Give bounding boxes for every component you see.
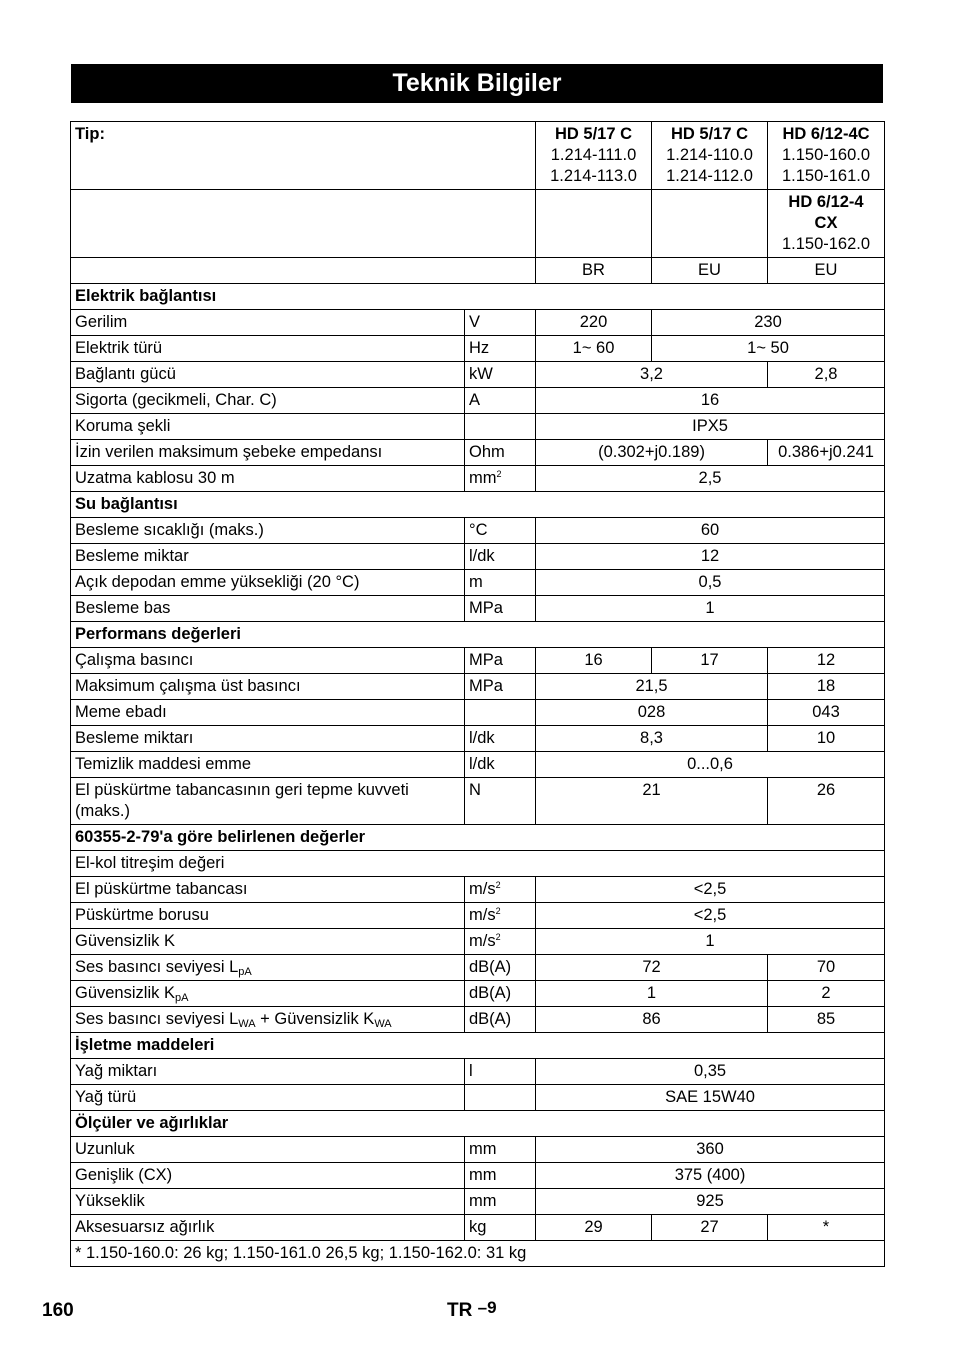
section-header: Su bağlantısı bbox=[71, 492, 885, 518]
page-number: 160 bbox=[42, 1300, 74, 1321]
header-row-extra-model bbox=[71, 190, 885, 258]
table-row: Meme ebadı 028 043 bbox=[71, 700, 885, 726]
footnote-row bbox=[71, 1241, 885, 1267]
table-row: Gerilim V 220 230 bbox=[71, 310, 885, 336]
table-row: Besleme sıcaklığı (maks.) °C 60 bbox=[71, 518, 885, 544]
table-row: Maksimum çalışma üst basıncı MPa 21,5 18 bbox=[71, 674, 885, 700]
header-row-models bbox=[71, 122, 885, 190]
table-row: Uzatma kablosu 30 m $mm^2$ 2,5 bbox=[71, 466, 885, 492]
table-row: Püskürtme borusu $m/s^2$ <2,5 bbox=[71, 903, 885, 929]
table-row: Aksesuarsız ağırlık kg 29 27 * bbox=[71, 1215, 885, 1241]
model-2: HD 5/17 C 1.214-110.0 1.214-112.0 bbox=[652, 122, 768, 190]
table-row: Koruma şekli IPX5 bbox=[71, 414, 885, 440]
table-row: Ses basıncı seviyesi $L_{pA}$ dB(A) 72 70 bbox=[71, 955, 885, 981]
table-row: Güvensizlik $K_{pA}$ dB(A) 1 2 bbox=[71, 981, 885, 1007]
table-row: Yağ türü SAE 15W40 bbox=[71, 1085, 885, 1111]
table-row: Yağ miktarı l 0,35 bbox=[71, 1059, 885, 1085]
table-row: Sigorta (gecikmeli, Char. C) A 16 bbox=[71, 388, 885, 414]
table-row: El püskürtme tabancası $m/s^2$ <2,5 bbox=[71, 877, 885, 903]
model-3: HD 6/12-4C 1.150-160.0 1.150-161.0 bbox=[768, 122, 885, 190]
table-row: Temizlik maddesi emme l/dk 0...0,6 bbox=[71, 752, 885, 778]
table-row: Bağlantı gücü kW 3,2 2,8 bbox=[71, 362, 885, 388]
section-header: 60355-2-79'a göre belirlenen değerler bbox=[71, 825, 885, 851]
table-row: Besleme bas MPa 1 bbox=[71, 596, 885, 622]
table-row: Açık depodan emme yüksekliği (20 °C) m 0,5 bbox=[71, 570, 885, 596]
table-row: El püskürtme tabancasının geri tepme kuvveti (maks.) N 21 26 bbox=[71, 778, 885, 825]
section-header: Performans değerleri bbox=[71, 622, 885, 648]
table-row: Ses basıncı seviyesi $L_{WA}$ + Güvensizlik $K_{WA}$ dB(A) 86 85 bbox=[71, 1007, 885, 1033]
table-row: Genişlik (CX) mm 375 (400) bbox=[71, 1163, 885, 1189]
section-header: İşletme maddeleri bbox=[71, 1033, 885, 1059]
table-row: El-kol titreşim değeri bbox=[71, 851, 885, 877]
type-label: Tip: bbox=[71, 122, 536, 190]
table-row: Elektrik türü Hz 1~ 60 1~ 50 bbox=[71, 336, 885, 362]
table-row: Güvensizlik K $m/s^2$ 1 bbox=[71, 929, 885, 955]
region-row: BR EU EU bbox=[71, 258, 885, 284]
spec-table bbox=[70, 121, 885, 1267]
table-row: İzin verilen maksimum şebeke empedansı Ohm (0.302+j0.189) 0.386+j0.241 bbox=[71, 440, 885, 466]
table-row: Yükseklik mm 925 bbox=[71, 1189, 885, 1215]
footnote: * 1.150-160.0: 26 kg; 1.150-161.0 26,5 kg; 1.150-162.0: 31 kg bbox=[71, 1241, 885, 1267]
page-title: Teknik Bilgiler bbox=[71, 64, 883, 103]
section-page-label: TR –9 bbox=[447, 1298, 497, 1321]
section-header: Elektrik bağlantısı bbox=[71, 284, 885, 310]
table-row: Çalışma basıncı MPa 16 17 12 bbox=[71, 648, 885, 674]
table-row: Besleme miktar l/dk 12 bbox=[71, 544, 885, 570]
model-4: HD 6/12-4 CX 1.150-162.0 bbox=[768, 190, 885, 258]
section-header: Ölçüler ve ağırlıklar bbox=[71, 1111, 885, 1137]
table-row: Uzunluk mm 360 bbox=[71, 1137, 885, 1163]
table-row: Besleme miktarı l/dk 8,3 10 bbox=[71, 726, 885, 752]
model-1: HD 5/17 C 1.214-111.0 1.214-113.0 bbox=[536, 122, 652, 190]
